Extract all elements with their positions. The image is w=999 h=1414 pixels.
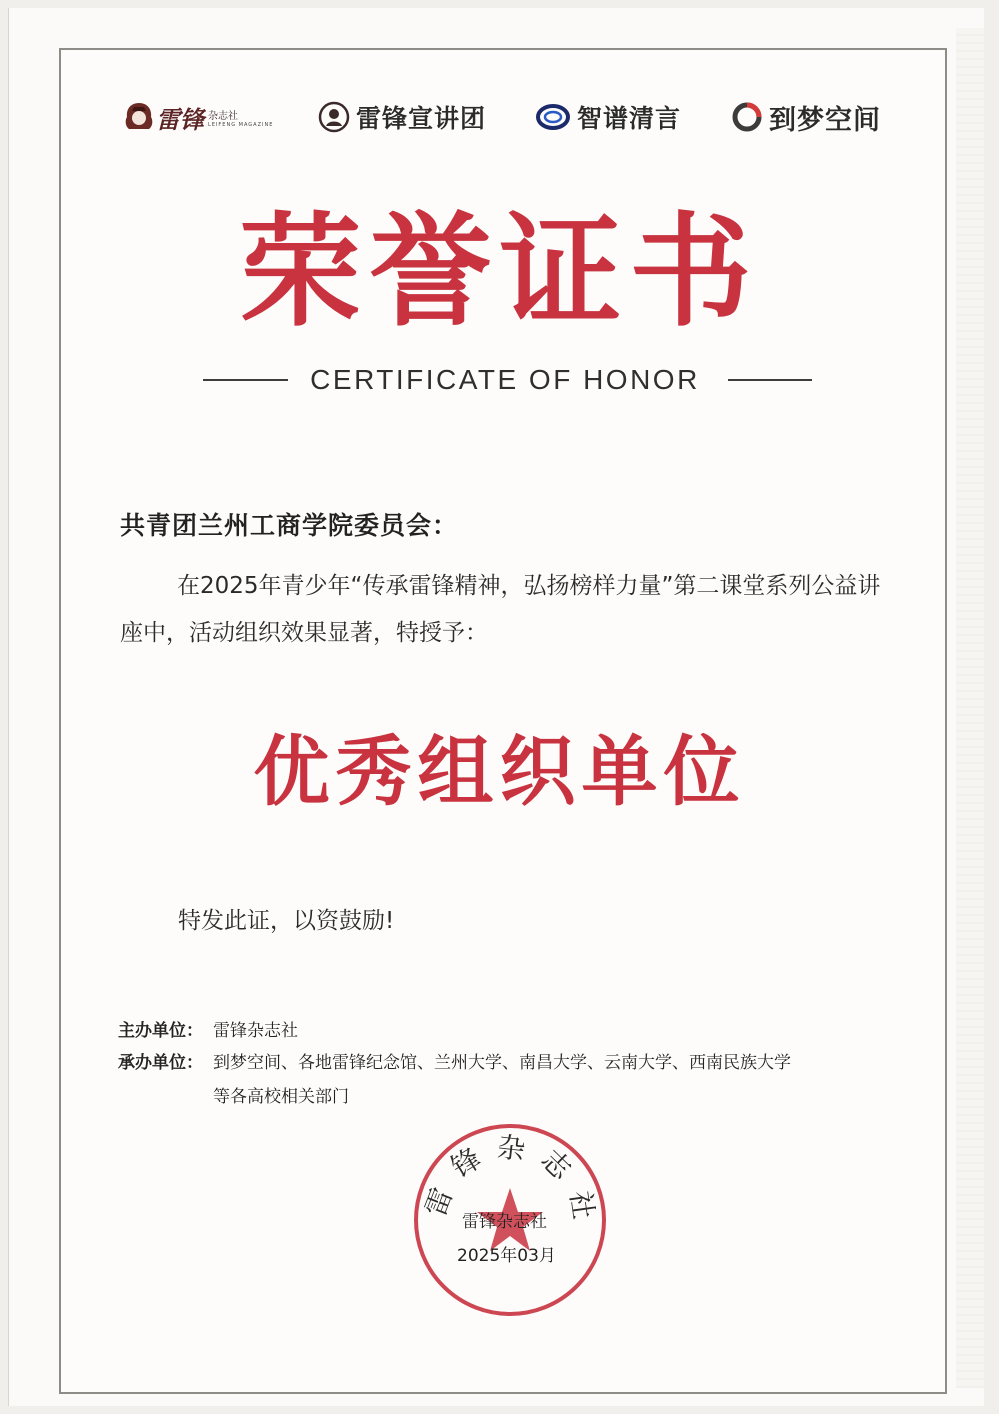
seal-name: 雷锋杂志社: [462, 1212, 547, 1232]
daomeng-space-logo: [731, 92, 881, 142]
recipient-name: 共青团兰州工商学院委员会：: [120, 511, 459, 540]
subtitle-rule-left: [203, 379, 288, 381]
certificate-title: 荣誉证书: [239, 199, 760, 343]
logo-script-text: 雷锋: [156, 104, 204, 134]
seal-date: 2025年03月: [457, 1246, 556, 1266]
certificate-body: 在2025年青少年“传承雷锋精神，弘扬榜样力量”第二课堂系列公益讲座中，活动组织效果显著，特授予：: [120, 573, 881, 646]
award-title: 优秀组织单位: [253, 727, 746, 816]
subtitle-rule-right: [728, 379, 812, 381]
logo-name: 到梦空间: [769, 104, 881, 136]
zhipu-swirl-icon: [535, 102, 571, 132]
co-organizer-label: 承办单位：: [118, 1053, 203, 1073]
logo-name: 智谱清言: [577, 104, 682, 133]
logo-sub-text: 杂志社: [208, 110, 238, 122]
host-label: 主办单位：: [118, 1021, 203, 1041]
host-value: 雷锋杂志社: [213, 1021, 298, 1041]
leifeng-magazine-logo: [122, 92, 273, 142]
lecture-group-emblem-icon: [318, 101, 350, 133]
seal-ring-text: 雷锋杂志社: [418, 1130, 603, 1236]
leifeng-lecture-group-logo: [318, 92, 486, 142]
logo-name: 雷锋宣讲团: [356, 104, 487, 133]
zhipu-qingyan-logo: [535, 92, 681, 142]
co-organizer-value-line1: 到梦空间、各地雷锋纪念馆、兰州大学、南昌大学、云南大学、西南民族大学: [213, 1053, 791, 1073]
closing-line: 特发此证，以资鼓励!: [178, 908, 395, 934]
leifeng-portrait-icon: [122, 100, 156, 134]
logo-tagline: LEIFENG MAGAZINE: [208, 121, 274, 128]
subtitle-row: [0, 360, 999, 400]
co-organizer-value-line2: 等各高校相关部门: [213, 1087, 349, 1107]
certificate-subtitle: CERTIFICATE OF HONOR: [310, 364, 700, 395]
daomeng-ring-icon: [731, 101, 763, 133]
sponsor-logos: [0, 92, 999, 142]
